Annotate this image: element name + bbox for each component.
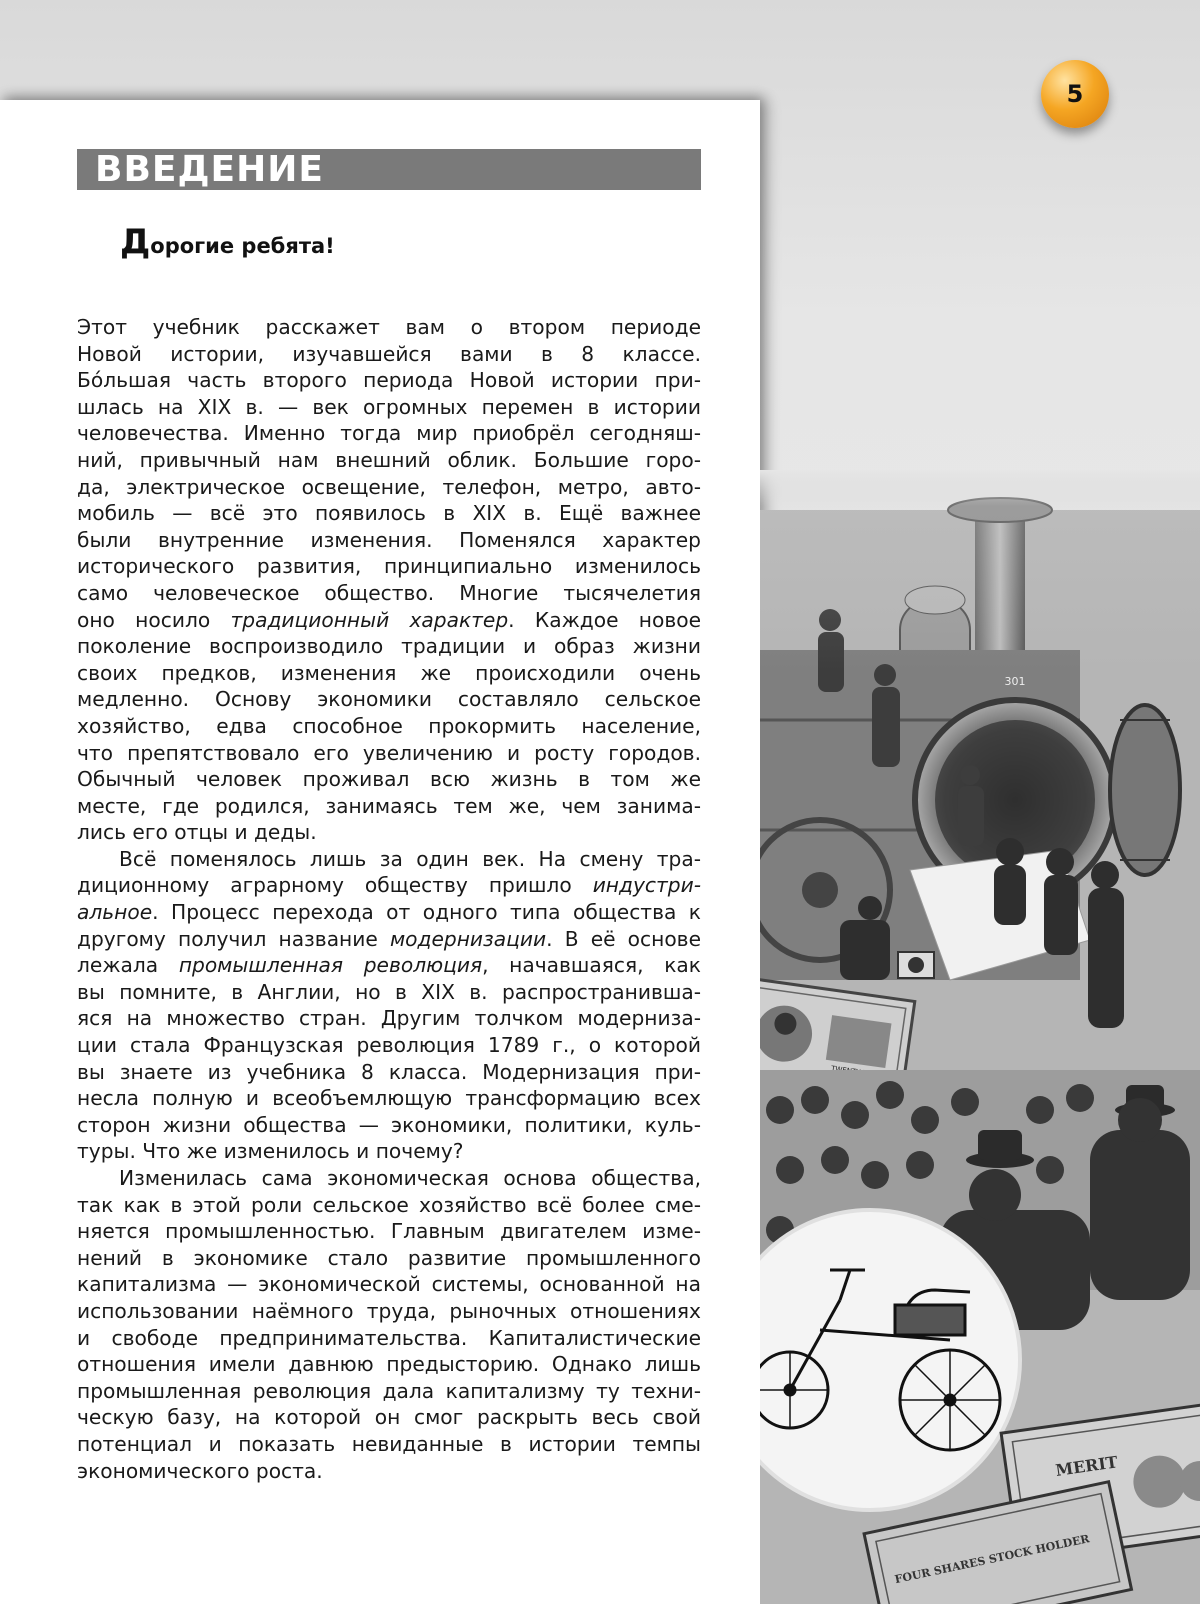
text-segment: экономического роста. — [77, 1458, 323, 1483]
text-line — [77, 819, 701, 846]
text-line — [77, 1032, 701, 1059]
text-segment: использовании наёмного труда, рыночных отношениях — [77, 1298, 701, 1323]
text-segment: Изменилась сама экономическая основа общества, — [119, 1166, 701, 1190]
crowd-head — [801, 1086, 829, 1114]
text-segment: потенциал и показать невиданные в истории темпы — [77, 1431, 701, 1456]
text-line — [77, 474, 701, 501]
text-segment: мобиль — всё это появилось в XIX в. Ещё важнее — [77, 501, 701, 526]
text-line — [77, 1431, 701, 1458]
text-line — [77, 846, 701, 873]
text-line — [77, 1458, 701, 1485]
text-line — [77, 1192, 701, 1219]
page-number-badge: 5 — [1041, 60, 1109, 128]
text-segment: оно носило — [77, 607, 231, 632]
text-line — [77, 394, 701, 421]
text-segment: Обычный человек проживал всю жизнь в том же — [77, 767, 701, 792]
crowd-head — [1036, 1156, 1064, 1184]
text-line — [77, 447, 701, 474]
crowd-head — [951, 1088, 979, 1116]
text-line — [77, 607, 701, 634]
text-segment: диционному аграрному обществу пришло — [77, 873, 593, 898]
text-segment: и свободе предпринимательства. Капиталистические — [77, 1325, 701, 1350]
text-line — [77, 1218, 701, 1245]
italic-term: альное — [77, 900, 153, 925]
svg-text:301: 301 — [1004, 675, 1026, 688]
text-line — [77, 1271, 701, 1298]
text-line — [77, 686, 701, 713]
crowd-head — [841, 1101, 869, 1129]
text-segment: вы помните, в Англии, но в XIX в. распространивша- — [77, 979, 701, 1004]
italic-term: модернизации — [389, 926, 547, 951]
text-segment: другому получил название — [77, 926, 390, 951]
text-line — [77, 341, 701, 368]
text-segment: медленно. Основу экономики составляло сельское — [77, 687, 701, 712]
crowd-head — [876, 1081, 904, 1109]
crowd-head — [1066, 1084, 1094, 1112]
crowd-head — [861, 1161, 889, 1189]
text-segment: Всё поменялось лишь за один век. На смену тра- — [119, 846, 701, 871]
text-line — [77, 633, 701, 660]
text-line — [77, 979, 701, 1006]
text-segment: были внутренние изменения. Поменялся характер — [77, 527, 701, 552]
text-line — [77, 1005, 701, 1032]
text-segment: яся на множество стран. Другим толчком модерниза- — [77, 1006, 701, 1031]
text-line — [77, 527, 701, 554]
text-line — [77, 872, 701, 899]
text-segment: . Каждое новое — [508, 607, 701, 632]
text-line — [77, 766, 701, 793]
text-line — [77, 1165, 701, 1192]
text-segment: капитализма — экономической системы, основанной на — [77, 1272, 701, 1297]
text-segment: несла полную и всеобъемлющую трансформацию всех — [77, 1086, 701, 1111]
italic-term: традиционный характер — [230, 607, 509, 632]
text-line — [77, 314, 701, 341]
text-line — [77, 1085, 701, 1112]
text-segment: хозяйство, едва способное прокормить население, — [77, 713, 701, 738]
italic-term: промышленная революция — [178, 953, 483, 978]
text-line — [77, 899, 701, 926]
section-title-bar — [77, 149, 701, 190]
text-segment: поколение воспроизводило традиции и образ жизни — [77, 634, 701, 659]
text-line — [77, 1298, 701, 1325]
text-line — [77, 580, 701, 607]
crowd-head — [911, 1106, 939, 1134]
crowd-head — [1026, 1096, 1054, 1124]
text-line — [77, 553, 701, 580]
text-line — [77, 1059, 701, 1086]
text-segment: так как в этой роли сельское хозяйство всё более сме- — [77, 1192, 701, 1217]
text-line — [77, 1138, 701, 1165]
text-segment: своих предков, изменения же происходили очень — [77, 660, 701, 685]
text-segment: вы знаете из учебника 8 класса. Модернизация при- — [77, 1059, 701, 1084]
text-line — [77, 713, 701, 740]
text-segment: исторического развития, принципиально изменилось — [77, 554, 701, 579]
introduction-text — [77, 314, 701, 1484]
text-line — [77, 926, 701, 953]
text-line — [77, 660, 701, 687]
text-line — [77, 1351, 701, 1378]
text-segment: что препятствовало его увеличению и росту городов. — [77, 740, 701, 765]
text-line — [77, 952, 701, 979]
text-line — [77, 500, 701, 527]
greeting-heading — [120, 222, 335, 262]
text-segment: сторон жизни общества — экономики, политики, куль- — [77, 1112, 701, 1137]
text-segment: . В её основе — [546, 926, 701, 951]
industrial-collage-illustration — [760, 470, 1200, 1604]
text-segment: Этот учебник расскажет вам о втором периоде — [77, 315, 701, 339]
text-segment: ческую базу, на которой он смог раскрыть весь свой — [77, 1405, 701, 1430]
text-line — [77, 793, 701, 820]
greeting-text: орогие ребята! — [150, 234, 335, 258]
text-segment: ции стала Французская революция 1789 г., о которой — [77, 1033, 701, 1058]
text-segment: Бóльшая часть второго периода Новой истории при- — [77, 368, 701, 393]
text-line — [77, 1325, 701, 1352]
text-segment: да, электрическое освещение, телефон, метро, авто- — [77, 474, 701, 499]
text-segment: туры. Что же изменилось и почему? — [77, 1139, 464, 1164]
crowd-head — [766, 1096, 794, 1124]
crowd-head — [906, 1151, 934, 1179]
crowd-head — [776, 1156, 804, 1184]
text-segment: , начавшаяся, как — [482, 953, 701, 978]
text-segment: шлась на XIX в. — век огромных перемен в истории — [77, 394, 701, 419]
text-segment: отношения имели давнюю предысторию. Однако лишь — [77, 1352, 701, 1377]
text-segment: . Процесс перехода от одного типа общества к — [152, 900, 701, 925]
text-segment: Новой истории, изучавшейся вами в 8 классе. — [77, 341, 701, 366]
text-line — [77, 1378, 701, 1405]
svg-text:FOUR SHARES STOCK HOLDER: FOUR SHARES STOCK HOLDER — [893, 1532, 1091, 1587]
text-segment: человечества. Именно тогда мир приобрёл сегодняш- — [77, 421, 701, 446]
text-line — [77, 1245, 701, 1272]
text-segment: няется промышленностью. Главным двигателем изме- — [77, 1219, 701, 1244]
crowd-head — [821, 1146, 849, 1174]
greeting-drop-letter: Д — [120, 222, 151, 262]
text-segment: месте, где родился, занимаясь тем же, чем занима- — [77, 793, 701, 818]
text-line — [77, 420, 701, 447]
svg-text:MERIT: MERIT — [1054, 1452, 1119, 1480]
text-line — [77, 1404, 701, 1431]
text-segment: само человеческое общество. Многие тысячелетия — [77, 580, 701, 605]
text-line — [77, 1112, 701, 1139]
text-segment: нений в экономике стало развитие промышленного — [77, 1245, 701, 1270]
text-segment: лись его отцы и деды. — [77, 820, 317, 845]
text-line — [77, 367, 701, 394]
text-line — [77, 740, 701, 767]
section-title: ВВЕДЕНИЕ — [95, 149, 324, 190]
text-segment: ний, привычный нам внешний облик. Большие горо- — [77, 447, 701, 472]
italic-term: индустри- — [592, 873, 701, 898]
text-segment: промышленная революция дала капитализму ту техни- — [77, 1378, 701, 1403]
text-segment: лежала — [77, 953, 179, 978]
